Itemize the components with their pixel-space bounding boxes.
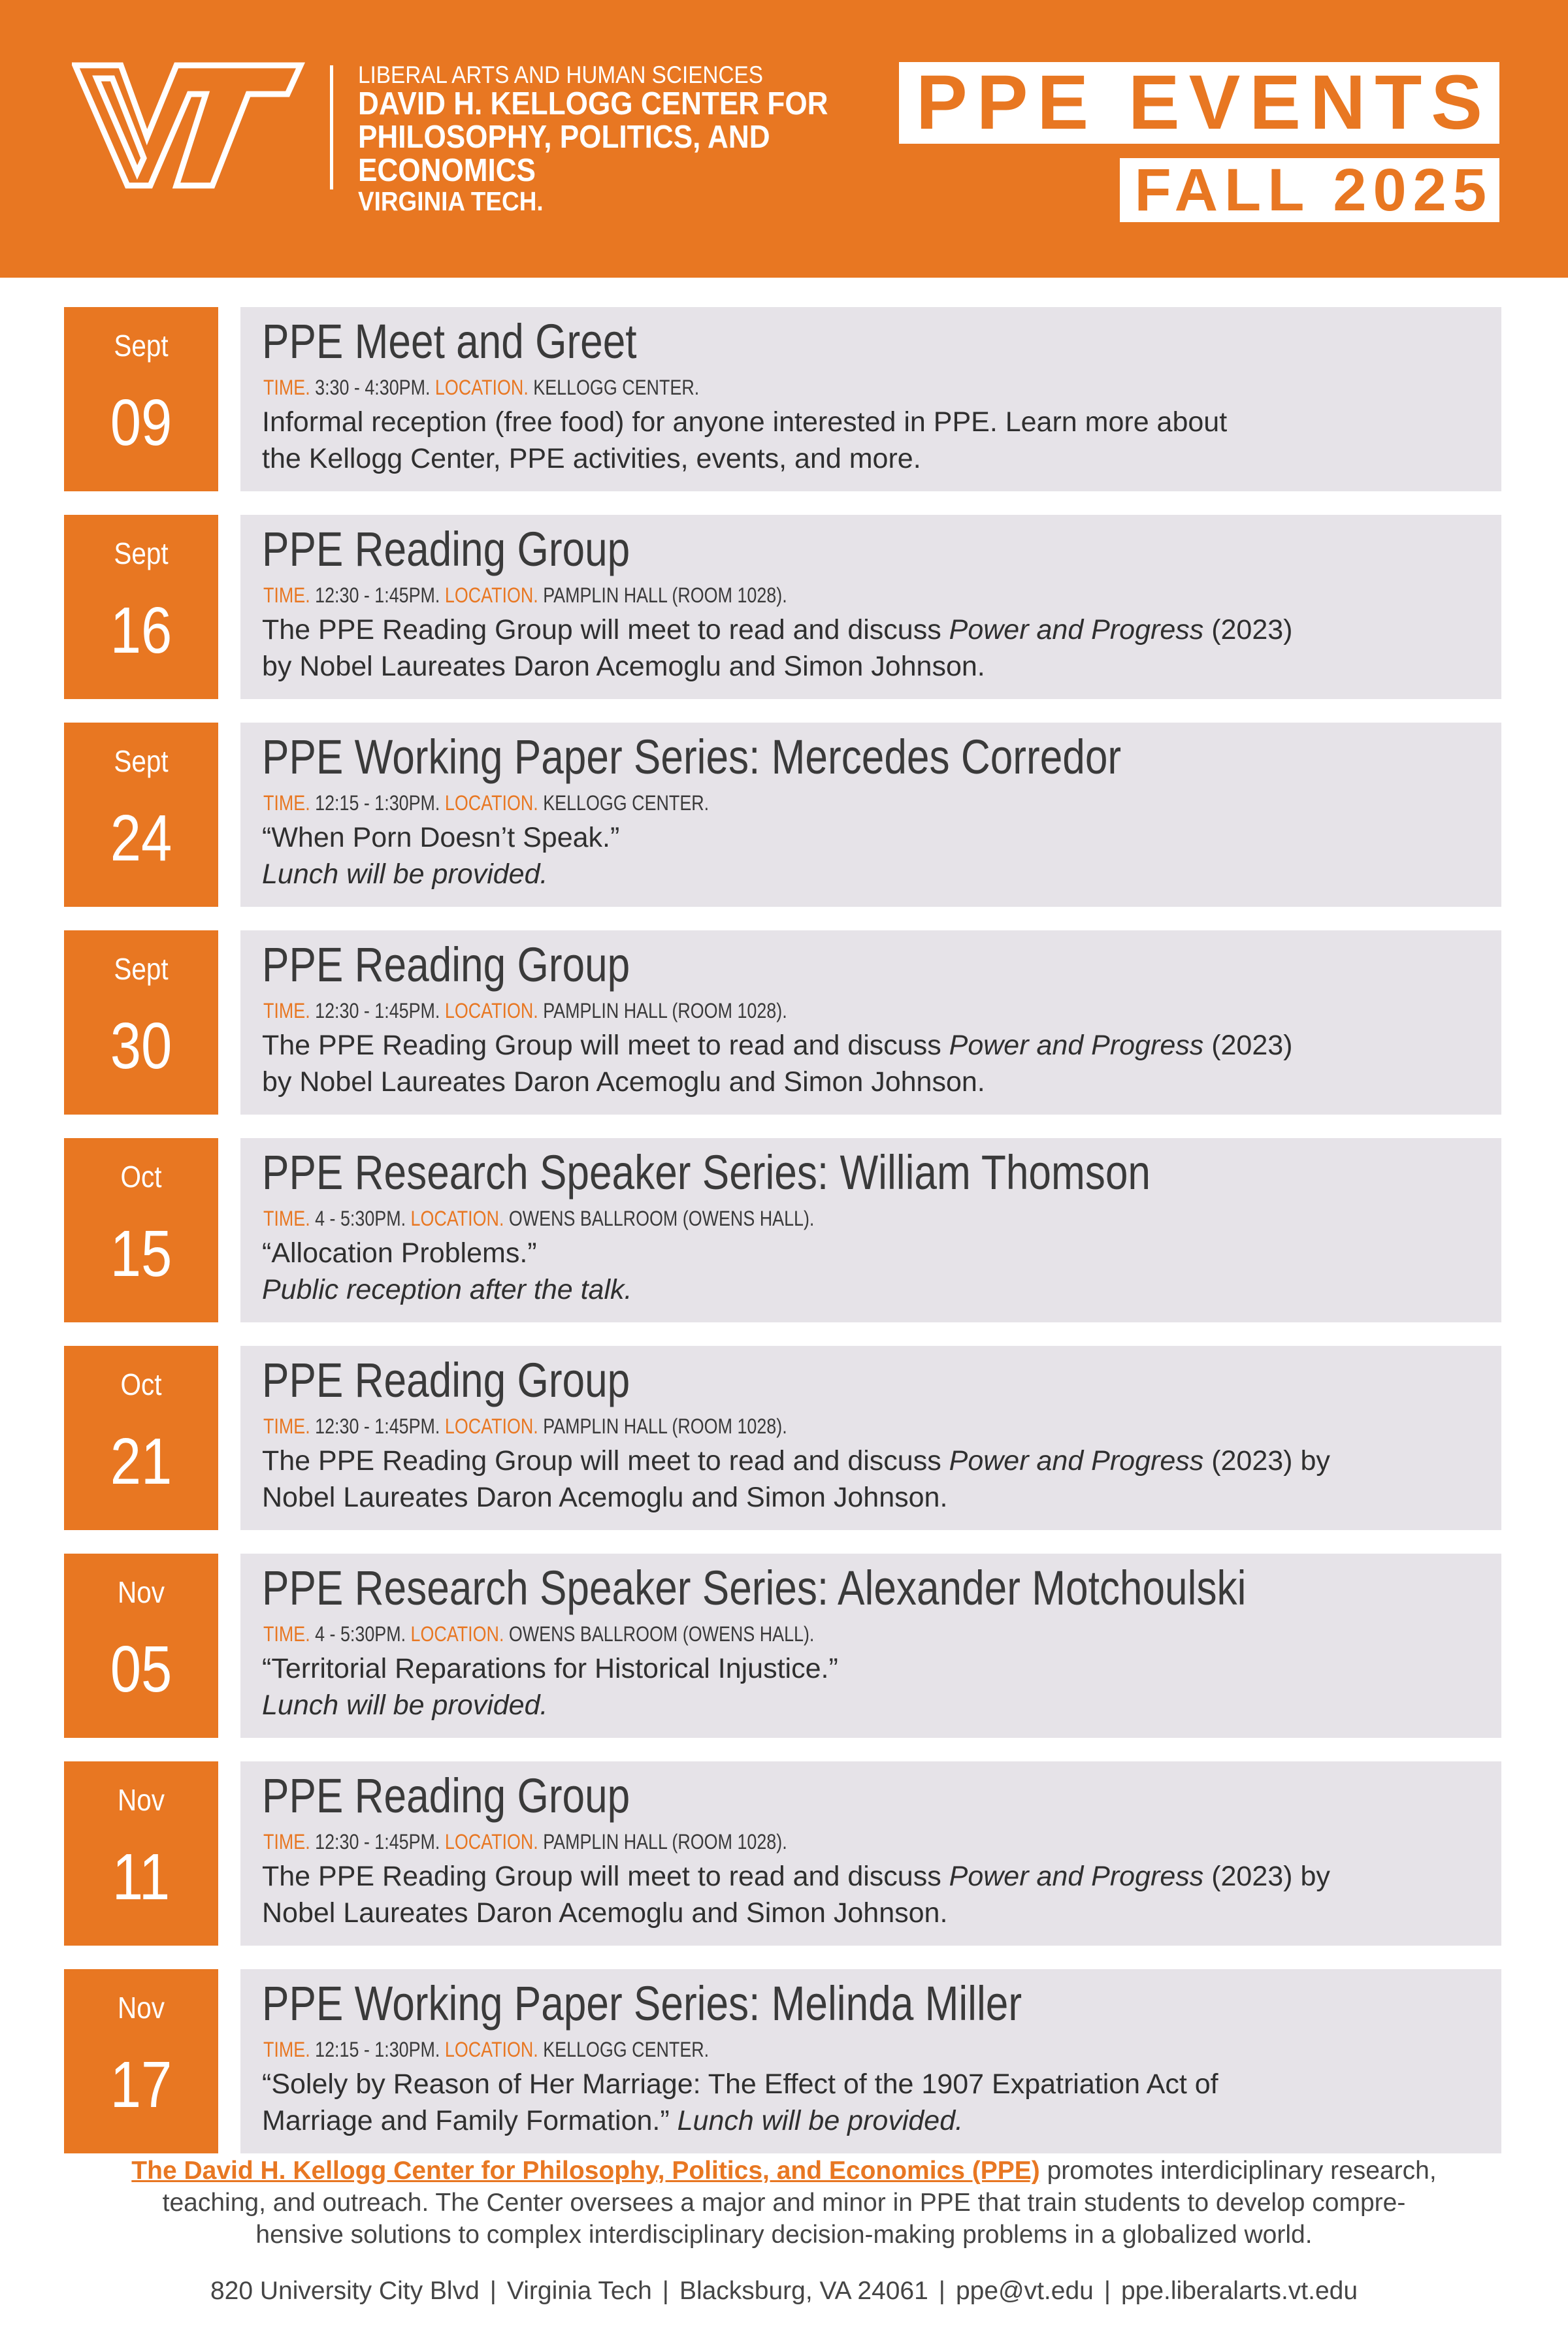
- contact-separator: |: [1103, 2277, 1111, 2305]
- event-time: 12:15 - 1:30PM.: [315, 2038, 440, 2061]
- event-month: Sept: [114, 329, 169, 363]
- description-segment: Marriage and Family Formation.”: [262, 2105, 678, 2136]
- description-segment: Lunch will be provided.: [262, 1690, 548, 1721]
- vt-logo-icon: [72, 60, 307, 191]
- description-segment: The PPE Reading Group will meet to read and discuss: [262, 1445, 949, 1477]
- event-month: Oct: [120, 1160, 162, 1194]
- event-card: [240, 515, 1501, 699]
- event-date: [64, 1346, 218, 1530]
- description-line: [262, 648, 1477, 685]
- center-link[interactable]: The David H. Kellogg Center for Philosophy, Politics, and Economics (PPE): [131, 2157, 1040, 2185]
- description-segment: Power and Progress: [949, 614, 1204, 645]
- description-segment: “When Porn Doesn’t Speak.”: [262, 822, 620, 853]
- contact-separator: |: [938, 2277, 945, 2305]
- description-segment: Nobel Laureates Daron Acemoglu and Simon Johnson.: [262, 1897, 948, 1929]
- event-card: [240, 1969, 1501, 2153]
- description-segment: by Nobel Laureates Daron Acemoglu and Simon Johnson.: [262, 651, 985, 682]
- description-segment: Informal reception (free food) for anyone interested in PPE. Learn more about: [262, 406, 1228, 438]
- description-segment: Lunch will be provided.: [677, 2105, 964, 2136]
- event-row: [64, 1346, 1501, 1530]
- event-meta: [263, 376, 699, 400]
- time-label: TIME.: [263, 791, 310, 815]
- event-meta: [263, 1622, 814, 1646]
- event-card: [240, 307, 1501, 491]
- description-line: [262, 1271, 1477, 1308]
- location-label: LOCATION.: [444, 999, 538, 1022]
- event-date: [64, 930, 218, 1115]
- time-label: TIME.: [263, 999, 310, 1022]
- event-month: Sept: [114, 744, 169, 778]
- contact-item: Blacksburg, VA 24061: [679, 2277, 928, 2305]
- location-label: LOCATION.: [410, 1207, 504, 1230]
- description-line: [262, 2102, 1477, 2139]
- description-segment: Public reception after the talk.: [262, 1274, 632, 1305]
- description-line: [262, 2066, 1477, 2102]
- description-line: [262, 1479, 1477, 1516]
- event-location: PAMPLIN HALL (ROOM 1028).: [543, 583, 787, 607]
- description-segment: The PPE Reading Group will meet to read and discuss: [262, 614, 949, 645]
- location-label: LOCATION.: [444, 583, 538, 607]
- event-date: [64, 723, 218, 907]
- event-row: [64, 1554, 1501, 1738]
- event-time: 4 - 5:30PM.: [315, 1622, 406, 1646]
- footer-description: [59, 2155, 1509, 2251]
- event-time: 12:15 - 1:30PM.: [315, 791, 440, 815]
- event-title: PPE Reading Group: [262, 522, 630, 576]
- description-segment: “Solely by Reason of Her Marriage: The Effect of the 1907 Expatriation Act of: [262, 2068, 1218, 2100]
- event-location: KELLOGG CENTER.: [543, 2038, 710, 2061]
- description-line: [262, 1650, 1477, 1687]
- event-time: 12:30 - 1:45PM.: [315, 583, 440, 607]
- event-location: PAMPLIN HALL (ROOM 1028).: [543, 999, 787, 1022]
- event-location: PAMPLIN HALL (ROOM 1028).: [543, 1830, 787, 1854]
- event-card: [240, 1346, 1501, 1530]
- event-day: 30: [110, 1009, 172, 1083]
- contact-item: Virginia Tech: [506, 2277, 652, 2305]
- description-line: [262, 856, 1477, 892]
- footer-text-rest: promotes interdiciplinary research,: [1039, 2157, 1437, 2185]
- event-description: [262, 1235, 1477, 1308]
- logo-divider: [330, 65, 333, 189]
- event-month: Nov: [118, 1575, 165, 1609]
- event-month: Sept: [114, 536, 169, 570]
- event-month: Nov: [118, 1783, 165, 1817]
- time-label: TIME.: [263, 1414, 310, 1438]
- event-location: PAMPLIN HALL (ROOM 1028).: [543, 1414, 787, 1438]
- event-title: PPE Reading Group: [262, 938, 630, 992]
- event-title: PPE Meet and Greet: [262, 314, 637, 368]
- event-meta: [263, 583, 787, 608]
- event-month: Oct: [120, 1367, 162, 1401]
- location-label: LOCATION.: [444, 791, 538, 815]
- event-description: [262, 1650, 1477, 1723]
- event-location: KELLOGG CENTER.: [533, 376, 700, 399]
- description-segment: Power and Progress: [949, 1861, 1204, 1892]
- description-line: [262, 1443, 1477, 1479]
- location-label: LOCATION.: [444, 1830, 538, 1854]
- center-wordmark: [358, 63, 887, 216]
- event-meta: [263, 999, 787, 1023]
- event-meta: [263, 1207, 814, 1231]
- event-location: KELLOGG CENTER.: [543, 791, 710, 815]
- event-card: [240, 930, 1501, 1115]
- event-description: [262, 612, 1477, 685]
- event-card: [240, 723, 1501, 907]
- event-day: 05: [110, 1633, 172, 1706]
- event-meta: [263, 791, 709, 815]
- event-title: PPE Reading Group: [262, 1353, 630, 1407]
- event-row: [64, 1138, 1501, 1322]
- college-name: LIBERAL ARTS AND HUMAN SCIENCES: [358, 61, 763, 88]
- event-month: Sept: [114, 952, 169, 986]
- description-segment: by Nobel Laureates Daron Acemoglu and Simon Johnson.: [262, 1066, 985, 1098]
- description-segment: Nobel Laureates Daron Acemoglu and Simon Johnson.: [262, 1482, 948, 1513]
- description-line: [262, 612, 1477, 648]
- event-row: [64, 1969, 1501, 2153]
- contact-item: 820 University City Blvd: [210, 2277, 480, 2305]
- event-title: PPE Research Speaker Series: William Thomson: [262, 1145, 1151, 1200]
- time-label: TIME.: [263, 1207, 310, 1230]
- event-date: [64, 1969, 218, 2153]
- description-line: [262, 1858, 1477, 1895]
- location-label: LOCATION.: [410, 1622, 504, 1646]
- location-label: LOCATION.: [434, 376, 529, 399]
- event-date: [64, 1554, 218, 1738]
- event-month: Nov: [118, 1991, 165, 2025]
- event-day: 09: [110, 386, 172, 459]
- event-date: [64, 1138, 218, 1322]
- description-segment: (2023) by: [1203, 1445, 1330, 1477]
- footer-contact: [59, 2277, 1509, 2306]
- contact-item[interactable]: ppe.liberalarts.vt.edu: [1120, 2277, 1358, 2305]
- event-description: [262, 1027, 1477, 1100]
- description-line: [262, 440, 1477, 477]
- footer-text-line3: hensive solutions to complex interdisciplinary decision-making problems in a globalized world.: [255, 2221, 1313, 2249]
- contact-separator: |: [662, 2277, 669, 2305]
- page-subtitle: FALL 2025: [1120, 158, 1499, 222]
- description-line: [262, 1027, 1477, 1064]
- page-title: PPE EVENTS: [899, 62, 1499, 144]
- footer-text-line2: teaching, and outreach. The Center oversees a major and minor in PPE that train students to develop compre-: [162, 2189, 1406, 2217]
- event-meta: [263, 1414, 787, 1439]
- description-segment: Lunch will be provided.: [262, 858, 548, 890]
- event-day: 24: [110, 802, 172, 875]
- time-label: TIME.: [263, 1830, 310, 1854]
- description-segment: “Allocation Problems.”: [262, 1237, 537, 1269]
- event-day: 16: [110, 594, 172, 667]
- event-time: 12:30 - 1:45PM.: [315, 1830, 440, 1854]
- event-row: [64, 930, 1501, 1115]
- description-segment: Power and Progress: [949, 1030, 1204, 1061]
- center-name-line1: DAVID H. KELLOGG CENTER FOR: [358, 86, 828, 122]
- event-time: 12:30 - 1:45PM.: [315, 1414, 440, 1438]
- event-location: OWENS BALLROOM (OWENS HALL).: [508, 1622, 815, 1646]
- event-title: PPE Reading Group: [262, 1769, 630, 1823]
- event-description: [262, 819, 1477, 892]
- time-label: TIME.: [263, 2038, 310, 2061]
- event-description: [262, 404, 1477, 477]
- event-meta: [263, 1830, 787, 1854]
- event-time: 12:30 - 1:45PM.: [315, 999, 440, 1022]
- event-date: [64, 307, 218, 491]
- event-card: [240, 1761, 1501, 1946]
- event-title: PPE Working Paper Series: Melinda Miller: [262, 1976, 1022, 2031]
- description-line: [262, 1895, 1477, 1931]
- event-meta: [263, 2038, 709, 2062]
- event-card: [240, 1554, 1501, 1738]
- university-name: VIRGINIA TECH.: [358, 186, 544, 217]
- description-segment: (2023) by: [1203, 1861, 1330, 1892]
- center-name-line2: PHILOSOPHY, POLITICS, AND ECONOMICS: [358, 120, 770, 189]
- event-day: 21: [110, 1425, 172, 1498]
- event-row: [64, 723, 1501, 907]
- contact-separator: |: [489, 2277, 497, 2305]
- description-line: [262, 1687, 1477, 1723]
- time-label: TIME.: [263, 376, 310, 399]
- event-row: [64, 307, 1501, 491]
- description-line: [262, 404, 1477, 440]
- event-description: [262, 1858, 1477, 1931]
- event-day: 15: [110, 1217, 172, 1290]
- description-segment: (2023): [1203, 1030, 1293, 1061]
- description-segment: Power and Progress: [949, 1445, 1204, 1477]
- event-title: PPE Working Paper Series: Mercedes Corredor: [262, 730, 1122, 784]
- event-time: 4 - 5:30PM.: [315, 1207, 406, 1230]
- event-row: [64, 1761, 1501, 1946]
- event-location: OWENS BALLROOM (OWENS HALL).: [508, 1207, 815, 1230]
- description-segment: “Territorial Reparations for Historical Injustice.”: [262, 1653, 838, 1684]
- description-line: [262, 1235, 1477, 1271]
- event-day: 17: [110, 2048, 172, 2121]
- description-segment: the Kellogg Center, PPE activities, events, and more.: [262, 443, 921, 474]
- event-card: [240, 1138, 1501, 1322]
- description-line: [262, 819, 1477, 856]
- event-date: [64, 515, 218, 699]
- description-segment: (2023): [1203, 614, 1293, 645]
- time-label: TIME.: [263, 583, 310, 607]
- contact-item[interactable]: ppe@vt.edu: [955, 2277, 1094, 2305]
- description-line: [262, 1064, 1477, 1100]
- event-time: 3:30 - 4:30PM.: [315, 376, 431, 399]
- event-row: [64, 515, 1501, 699]
- description-segment: The PPE Reading Group will meet to read and discuss: [262, 1030, 949, 1061]
- event-title: PPE Research Speaker Series: Alexander Motchoulski: [262, 1561, 1247, 1615]
- event-day: 11: [112, 1840, 171, 1914]
- location-label: LOCATION.: [444, 1414, 538, 1438]
- description-segment: The PPE Reading Group will meet to read and discuss: [262, 1861, 949, 1892]
- time-label: TIME.: [263, 1622, 310, 1646]
- event-description: [262, 1443, 1477, 1516]
- event-date: [64, 1761, 218, 1946]
- location-label: LOCATION.: [444, 2038, 538, 2061]
- event-description: [262, 2066, 1477, 2139]
- header-banner: [0, 0, 1568, 278]
